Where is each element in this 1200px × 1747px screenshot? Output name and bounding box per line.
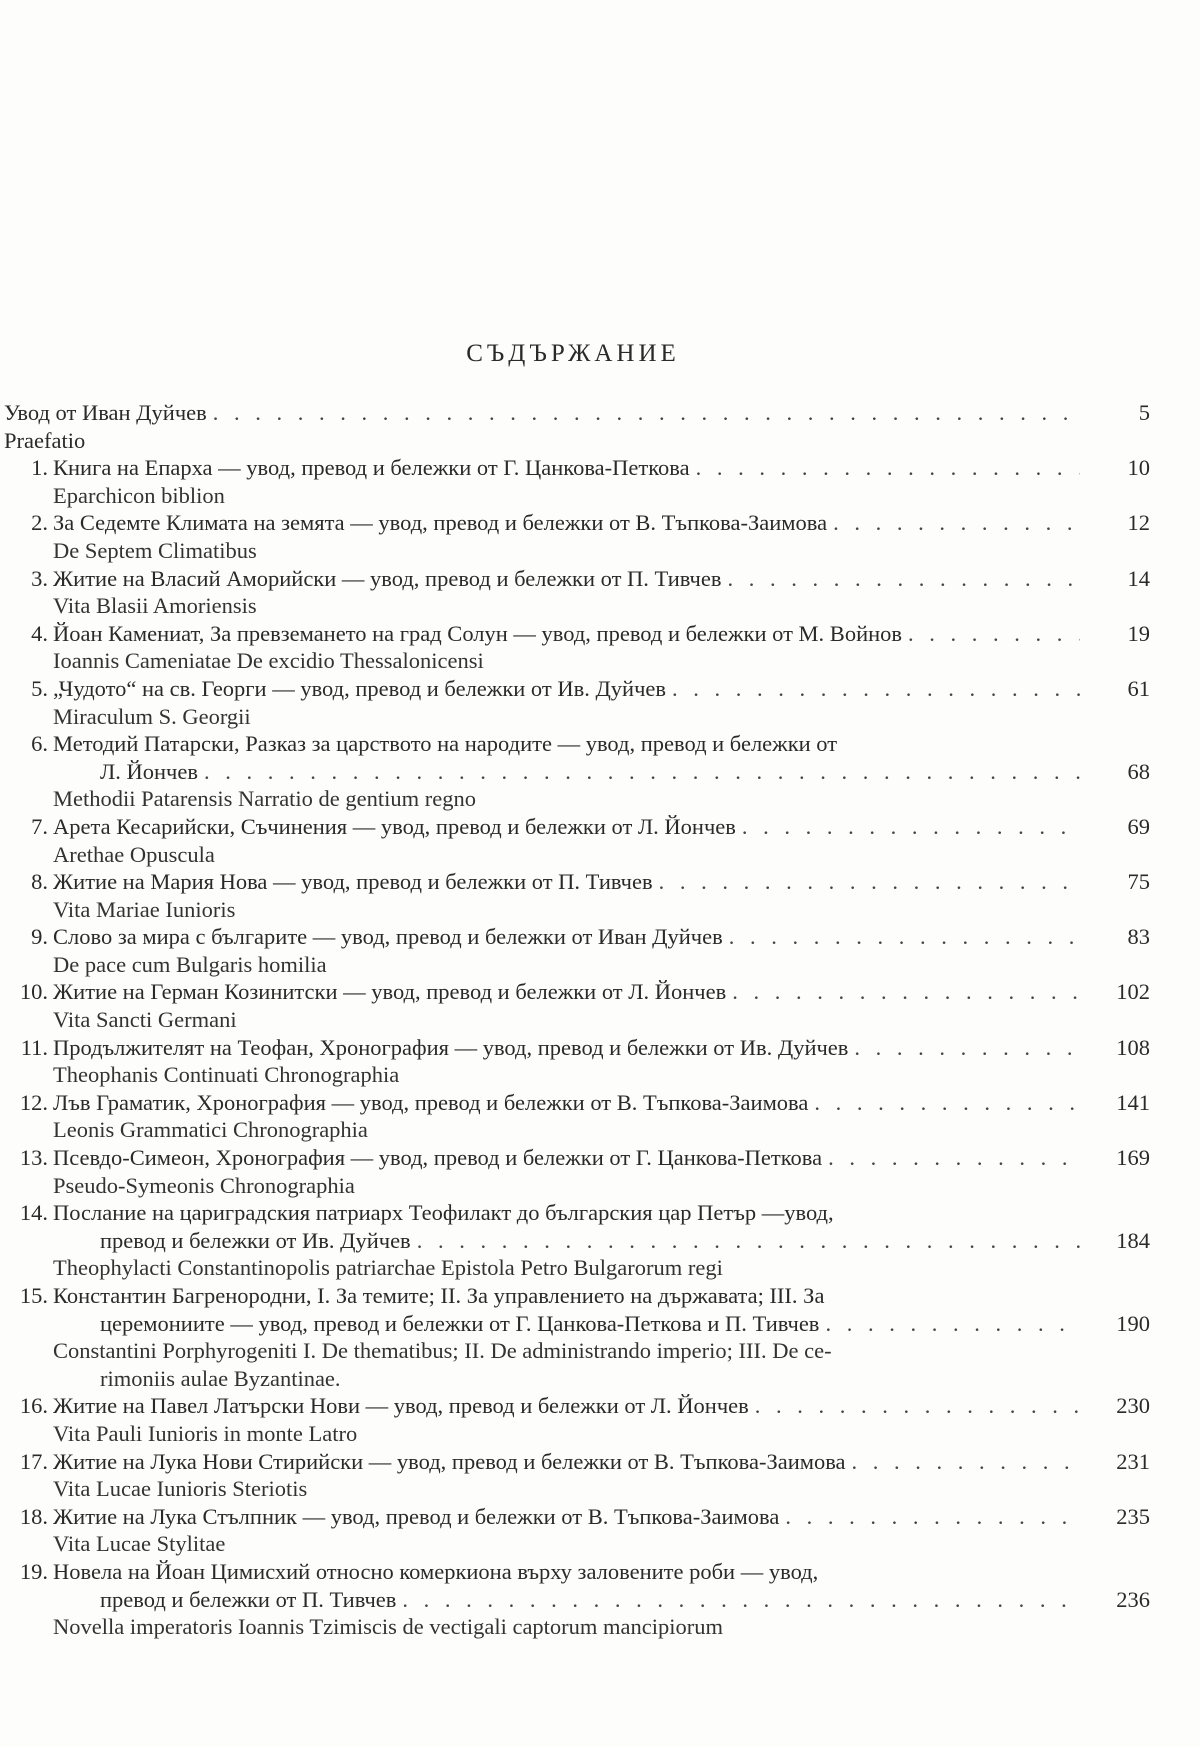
toc-entry-title: Книга на Епарха — увод, превод и бележки от Г. Цанкова-Петкова	[53, 455, 690, 481]
toc-entry-row	[0, 1282, 1150, 1310]
toc-entry-title-wrap	[53, 978, 1080, 1006]
toc-entry-title: Лъв Граматик, Хронография — увод, превод и бележки от В. Тъпкова-Заимова	[53, 1089, 809, 1115]
toc-entry-title-wrap	[100, 1310, 1080, 1338]
toc-entry-page: 108	[1116, 1034, 1150, 1060]
toc-intro-page: 5	[1138, 400, 1150, 425]
toc-entry-page: 68	[1127, 758, 1150, 784]
toc-entry-number: 11.	[20, 1034, 48, 1060]
toc-entry-row-continued	[0, 1310, 1150, 1338]
toc-entry-row	[0, 1503, 1150, 1531]
leader-dots	[846, 1448, 1080, 1476]
toc-entry-title-wrap	[53, 868, 1080, 896]
toc-entry-title-wrap	[53, 1448, 1080, 1476]
toc-entry-latin-title: Ioannis Cameniatae De excidio Thessalonicensi	[53, 648, 484, 674]
toc-entry-title: Константин Багренородни, I. За темите; II. За управлението на държавата; III. За	[53, 1283, 825, 1308]
toc-entry-title-wrap	[53, 509, 1080, 537]
toc-entry-title: Житие на Мария Нова — увод, превод и бележки от П. Тивчев	[53, 869, 653, 895]
toc-intro-title: Увод от Иван Дуйчев	[4, 400, 207, 425]
toc-entry-page: 75	[1127, 869, 1150, 895]
toc-entry-latin-title: Miraculum S. Georgii	[53, 703, 251, 729]
leader-dots	[726, 978, 1080, 1006]
toc-entry-page: 190	[1116, 1310, 1150, 1336]
leader-dots	[848, 1034, 1080, 1062]
toc-entry-page: 83	[1127, 924, 1150, 950]
toc-entry-title-wrap	[53, 620, 1080, 648]
leader-dots	[822, 1144, 1080, 1172]
toc-entry-row	[0, 1448, 1150, 1476]
leader-dots	[723, 923, 1080, 951]
toc-entry-page: 12	[1127, 510, 1150, 536]
toc-entry-title-wrap	[53, 813, 1080, 841]
toc-entry-number: 19.	[19, 1558, 48, 1584]
toc-entry-number: 13.	[19, 1145, 48, 1171]
leader-dots	[736, 813, 1080, 841]
toc-entry-number: 14.	[19, 1200, 48, 1226]
toc-entry-title: „Чудото“ на св. Георги — увод, превод и бележки от Ив. Дуйчев	[53, 675, 667, 701]
toc-entry-page: 19	[1127, 620, 1150, 646]
table-of-contents	[0, 399, 1150, 1641]
toc-entry-page: 102	[1116, 979, 1150, 1005]
toc-entry-title: Послание на цариградския патриарх Теофилакт до българския цар Петър —увод,	[53, 1200, 834, 1226]
toc-entry-title-wrap	[100, 758, 1080, 786]
toc-entry-number: 16.	[19, 1393, 48, 1419]
toc-entry-page: 235	[1116, 1503, 1150, 1529]
leader-dots	[198, 758, 1080, 786]
toc-entry-page: 230	[1116, 1393, 1150, 1419]
toc-entry-latin-title: Vita Sancti Germani	[53, 1007, 237, 1033]
toc-entry-number: 6.	[31, 731, 48, 757]
toc-entry-latin-title: De pace cum Bulgaris homilia	[53, 951, 327, 977]
toc-entry-row	[0, 813, 1150, 841]
toc-entry-title-continued: превод и бележки от П. Тивчев	[100, 1586, 397, 1612]
toc-entry-number: 17.	[19, 1448, 48, 1474]
leader-dots	[653, 868, 1080, 896]
toc-entry-page: 61	[1127, 675, 1150, 701]
toc-entry-page: 10	[1127, 455, 1150, 481]
toc-entry-title: Житие на Власий Аморийски — увод, превод и бележки от П. Тивчев	[53, 565, 722, 591]
toc-entry-row	[0, 454, 1150, 482]
toc-entry-latin-title: Pseudo-Symeonis Chronographia	[53, 1172, 355, 1198]
toc-entry-title: Продължителят на Теофан, Хронография — увод, превод и бележки от Ив. Дуйчев	[53, 1034, 849, 1060]
leader-dots	[207, 399, 1080, 427]
toc-entry-row	[0, 1558, 1150, 1586]
toc-entry-number: 3.	[31, 565, 48, 591]
toc-entry-latin-title: Vita Lucae Iunioris Steriotis	[53, 1476, 308, 1502]
toc-entry-number: 12.	[19, 1089, 48, 1115]
toc-entry-number: 5.	[31, 675, 48, 701]
toc-entry-title: Псевдо-Симеон, Хронография — увод, превод и бележки от Г. Цанкова-Петкова	[53, 1145, 823, 1171]
toc-entry-page: 169	[1116, 1145, 1150, 1171]
toc-entry-title-wrap	[53, 923, 1080, 951]
toc-entry-latin-title: Vita Mariae Iunioris	[53, 896, 236, 922]
toc-entry-title-continued: церемониите — увод, превод и бележки от Г. Цанкова-Петкова и П. Тивчев	[100, 1310, 820, 1336]
toc-entry-title: Арета Кесарийски, Съчинения — увод, превод и бележки от Л. Йончев	[53, 813, 736, 839]
page-title: СЪДЪРЖАНИЕ	[466, 340, 680, 367]
toc-entry-row	[0, 1199, 1150, 1227]
toc-entry-latin-title: Eparchicon biblion	[53, 482, 225, 508]
toc-entry-title-wrap	[100, 1586, 1080, 1614]
toc-praefatio: Praefatio	[4, 427, 86, 453]
toc-entry-row	[0, 509, 1150, 537]
toc-entry-title: Методий Патарски, Разказ за царството на народите — увод, превод и бележки от	[53, 731, 838, 757]
toc-entry-latin-title: Vita Lucae Stylitae	[53, 1531, 226, 1557]
toc-entry-number: 8.	[31, 869, 48, 895]
toc-entry-title-wrap	[53, 565, 1080, 593]
toc-entry-title-continued: превод и бележки от Ив. Дуйчев	[100, 1227, 411, 1253]
leader-dots	[411, 1227, 1080, 1255]
toc-entry-title-continued: Л. Йончев	[100, 758, 198, 784]
toc-entry-row	[0, 1392, 1150, 1420]
leader-dots	[827, 509, 1080, 537]
toc-entry-row	[0, 1144, 1150, 1172]
toc-entry-title: Слово за мира с българите — увод, превод и бележки от Иван Дуйчев	[53, 924, 723, 950]
leader-dots	[819, 1310, 1080, 1338]
toc-entry-number: 9.	[31, 924, 48, 950]
toc-entry-number: 15.	[19, 1283, 48, 1308]
toc-praefatio-row	[0, 427, 1150, 455]
toc-entry-row	[0, 620, 1150, 648]
toc-entry-number: 1.	[31, 455, 48, 481]
toc-entry-row	[0, 565, 1150, 593]
toc-entry-row	[0, 1089, 1150, 1117]
toc-entry-latin-title: Arethae Opuscula	[53, 841, 215, 867]
toc-entry-page: 236	[1116, 1586, 1150, 1612]
toc-entry-number: 7.	[31, 813, 48, 839]
toc-entry-title: Житие на Павел Латърски Нови — увод, превод и бележки от Л. Йончев	[53, 1393, 749, 1419]
leader-dots	[779, 1503, 1080, 1531]
toc-entry-title: Житие на Лука Стълпник — увод, превод и бележки от В. Тъпкова-Заимова	[53, 1503, 780, 1529]
toc-entry-latin-title: Theophylacti Constantinopolis patriarchae Epistola Petro Bulgarorum regi	[53, 1255, 723, 1281]
toc-entry-row-continued	[0, 758, 1150, 786]
leader-dots	[396, 1586, 1080, 1614]
toc-entry-number: 18.	[19, 1503, 48, 1529]
toc-entry-page: 231	[1116, 1448, 1150, 1474]
toc-entry-title-wrap	[53, 1144, 1080, 1172]
leader-dots	[690, 454, 1080, 482]
toc-entry-row-continued	[0, 1227, 1150, 1255]
toc-intro-row	[0, 399, 1150, 427]
toc-entry-latin-title: Constantini Porphyrogeniti I. De thematibus; II. De administrando imperio; III. De ce-	[53, 1338, 832, 1364]
toc-entry-title-wrap	[53, 675, 1080, 703]
toc-entry-title-wrap	[53, 454, 1080, 482]
toc-entry-latin-title: De Septem Climatibus	[53, 537, 257, 563]
leader-dots	[666, 675, 1080, 703]
toc-entry-title: Житие на Лука Нови Стирийски — увод, превод и бележки от В. Тъпкова-Заимова	[53, 1448, 846, 1474]
toc-entry-row-continued	[0, 1586, 1150, 1614]
toc-entry-latin-title: Methodii Patarensis Narratio de gentium regno	[53, 786, 477, 812]
toc-entry-title-wrap	[53, 1392, 1080, 1420]
toc-entry-latin-title: Novella imperatoris Ioannis Tzimiscis de vectigali captorum mancipiorum	[53, 1614, 724, 1640]
toc-entry-latin-title: Vita Pauli Iunioris in monte Latro	[53, 1420, 358, 1446]
toc-entry-title-wrap	[100, 1227, 1080, 1255]
toc-entry-latin-title: Theophanis Continuati Chronographia	[53, 1062, 400, 1088]
toc-entry-latin-title: Vita Blasii Amoriensis	[53, 593, 257, 619]
leader-dots	[749, 1392, 1080, 1420]
leader-dots	[902, 620, 1080, 648]
toc-entry-latin-title: Leonis Grammatici Chronographia	[53, 1117, 368, 1143]
toc-entry-latin-title-continued: rimoniis aulae Byzantinae.	[100, 1365, 341, 1391]
toc-entry-title: Житие на Герман Козинитски — увод, превод и бележки от Л. Йончев	[53, 979, 727, 1005]
toc-entry-page: 184	[1116, 1227, 1150, 1253]
toc-entry-page: 69	[1127, 813, 1150, 839]
leader-dots	[808, 1089, 1080, 1117]
toc-entry-row	[0, 868, 1150, 896]
toc-entry-row	[0, 923, 1150, 951]
leader-dots	[721, 565, 1080, 593]
toc-entry-row	[0, 978, 1150, 1006]
toc-entry-row	[0, 730, 1150, 758]
toc-entry-number: 4.	[31, 620, 48, 646]
toc-entry-title-wrap	[53, 1503, 1080, 1531]
toc-entry-number: 2.	[31, 510, 48, 536]
toc-entry-row	[0, 675, 1150, 703]
toc-entry-title-wrap	[53, 1089, 1080, 1117]
toc-entry-page: 14	[1127, 565, 1150, 591]
toc-entry-title: Новела на Йоан Цимисхий относно комеркиона върху заловените роби — увод,	[53, 1558, 819, 1584]
toc-entry-title-wrap	[53, 1034, 1080, 1062]
toc-entry-page: 141	[1116, 1089, 1150, 1115]
toc-entry-title: За Седемте Климата на земята — увод, превод и бележки от В. Тъпкова-Заимова	[53, 510, 828, 536]
toc-entry-number: 10.	[19, 979, 48, 1005]
toc-entry-title: Йоан Камениат, За превземането на град Солун — увод, превод и бележки от М. Войнов	[53, 620, 903, 646]
toc-entry-row	[0, 1034, 1150, 1062]
